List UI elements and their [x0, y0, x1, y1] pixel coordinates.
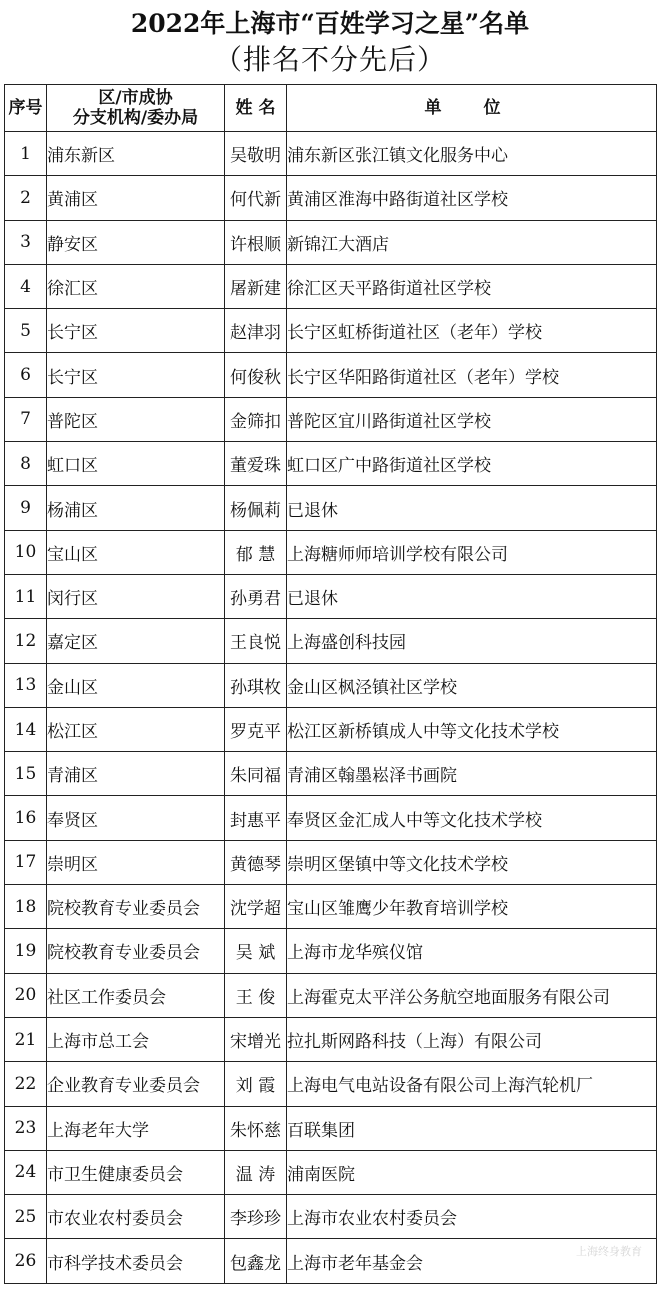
row-unit: 奉贤区金汇成人中等文化技术学校 [287, 796, 657, 840]
row-number: 14 [5, 707, 47, 751]
row-district: 普陀区 [47, 397, 225, 441]
row-number: 26 [5, 1239, 47, 1283]
row-name: 朱怀慈 [225, 1106, 287, 1150]
row-number: 13 [5, 663, 47, 707]
row-name: 温 涛 [225, 1150, 287, 1194]
row-name: 朱同福 [225, 752, 287, 796]
page-subtitle: （排名不分先后） [213, 43, 446, 76]
row-unit: 松江区新桥镇成人中等文化技术学校 [287, 707, 657, 751]
table-header-row [5, 85, 657, 132]
row-name: 李珍珍 [225, 1195, 287, 1239]
row-unit: 青浦区翰墨崧泽书画院 [287, 752, 657, 796]
table-row [5, 530, 657, 574]
row-number: 11 [5, 574, 47, 618]
row-unit: 已退休 [287, 486, 657, 530]
row-name: 赵津羽 [225, 309, 287, 353]
row-number: 21 [5, 1017, 47, 1061]
row-district: 上海市总工会 [47, 1017, 225, 1061]
row-unit: 上海糖师师培训学校有限公司 [287, 530, 657, 574]
table-row [5, 796, 657, 840]
row-unit: 上海电气电站设备有限公司上海汽轮机厂 [287, 1062, 657, 1106]
row-name: 刘 霞 [225, 1062, 287, 1106]
row-unit: 百联集团 [287, 1106, 657, 1150]
row-number: 1 [5, 132, 47, 176]
row-number: 3 [5, 220, 47, 264]
row-name: 王良悦 [225, 619, 287, 663]
table-row [5, 353, 657, 397]
row-unit: 已退休 [287, 574, 657, 618]
row-unit: 上海市老年基金会 [287, 1239, 657, 1283]
table-row [5, 752, 657, 796]
row-district: 市卫生健康委员会 [47, 1150, 225, 1194]
table-row [5, 929, 657, 973]
header-no: 序号 [5, 85, 47, 132]
row-district: 市农业农村委员会 [47, 1195, 225, 1239]
header-unit [287, 85, 657, 132]
header-district [47, 85, 225, 132]
row-number: 16 [5, 796, 47, 840]
row-district: 企业教育专业委员会 [47, 1062, 225, 1106]
row-name: 王 俊 [225, 973, 287, 1017]
row-name: 许根顺 [225, 220, 287, 264]
row-unit: 新锦江大酒店 [287, 220, 657, 264]
table-row [5, 486, 657, 530]
row-number: 9 [5, 486, 47, 530]
row-name: 金筛扣 [225, 397, 287, 441]
table-row [5, 1017, 657, 1061]
row-number: 7 [5, 397, 47, 441]
row-unit: 徐汇区天平路街道社区学校 [287, 264, 657, 308]
row-name: 屠新建 [225, 264, 287, 308]
table-row [5, 309, 657, 353]
watermark: 上海终身教育 [576, 1245, 642, 1258]
table-row [5, 1195, 657, 1239]
row-unit: 金山区枫泾镇社区学校 [287, 663, 657, 707]
row-number: 24 [5, 1150, 47, 1194]
row-district: 浦东新区 [47, 132, 225, 176]
row-name: 黄德琴 [225, 840, 287, 884]
row-district: 市科学技术委员会 [47, 1239, 225, 1283]
row-unit: 上海市龙华殡仪馆 [287, 929, 657, 973]
row-district: 崇明区 [47, 840, 225, 884]
row-number: 20 [5, 973, 47, 1017]
row-district: 奉贤区 [47, 796, 225, 840]
table-row [5, 574, 657, 618]
row-district: 徐汇区 [47, 264, 225, 308]
row-name: 孙勇君 [225, 574, 287, 618]
row-district: 杨浦区 [47, 486, 225, 530]
header-name: 姓 名 [225, 85, 287, 132]
row-unit: 宝山区雏鹰少年教育培训学校 [287, 885, 657, 929]
header-unit-label: 单 位 [424, 98, 519, 118]
row-unit: 长宁区虹桥街道社区（老年）学校 [287, 309, 657, 353]
table-body [5, 132, 657, 1284]
row-district: 长宁区 [47, 309, 225, 353]
table-row [5, 1239, 657, 1283]
table-row [5, 397, 657, 441]
table-row [5, 619, 657, 663]
row-name: 杨佩莉 [225, 486, 287, 530]
row-number: 19 [5, 929, 47, 973]
table-row [5, 663, 657, 707]
row-number: 23 [5, 1106, 47, 1150]
row-name: 沈学超 [225, 885, 287, 929]
row-district: 宝山区 [47, 530, 225, 574]
table-row [5, 220, 657, 264]
row-unit: 拉扎斯网路科技（上海）有限公司 [287, 1017, 657, 1061]
row-number: 6 [5, 353, 47, 397]
row-name: 郁 慧 [225, 530, 287, 574]
row-number: 4 [5, 264, 47, 308]
row-district: 院校教育专业委员会 [47, 929, 225, 973]
row-unit: 虹口区广中路街道社区学校 [287, 442, 657, 486]
table-row [5, 1106, 657, 1150]
row-name: 包鑫龙 [225, 1239, 287, 1283]
row-unit: 上海市农业农村委员会 [287, 1195, 657, 1239]
table-row [5, 707, 657, 751]
row-district: 闵行区 [47, 574, 225, 618]
row-number: 25 [5, 1195, 47, 1239]
row-district: 青浦区 [47, 752, 225, 796]
row-number: 12 [5, 619, 47, 663]
row-name: 罗克平 [225, 707, 287, 751]
row-name: 封惠平 [225, 796, 287, 840]
row-unit: 长宁区华阳路街道社区（老年）学校 [287, 353, 657, 397]
header-district-line1: 区/市成协 [98, 88, 173, 108]
table-row [5, 264, 657, 308]
row-name: 何代新 [225, 176, 287, 220]
honor-roster-table [4, 84, 657, 1284]
row-unit: 浦南医院 [287, 1150, 657, 1194]
row-district: 长宁区 [47, 353, 225, 397]
row-number: 8 [5, 442, 47, 486]
row-name: 孙琪枚 [225, 663, 287, 707]
row-unit: 黄浦区淮海中路街道社区学校 [287, 176, 657, 220]
row-district: 虹口区 [47, 442, 225, 486]
row-unit: 普陀区宜川路街道社区学校 [287, 397, 657, 441]
row-number: 5 [5, 309, 47, 353]
row-name: 何俊秋 [225, 353, 287, 397]
row-district: 静安区 [47, 220, 225, 264]
row-name: 宋增光 [225, 1017, 287, 1061]
row-unit: 浦东新区张江镇文化服务中心 [287, 132, 657, 176]
table-row [5, 973, 657, 1017]
row-district: 社区工作委员会 [47, 973, 225, 1017]
row-number: 17 [5, 840, 47, 884]
row-number: 22 [5, 1062, 47, 1106]
row-unit: 崇明区堡镇中等文化技术学校 [287, 840, 657, 884]
table-row [5, 840, 657, 884]
row-name: 董爱珠 [225, 442, 287, 486]
table-row [5, 885, 657, 929]
row-district: 院校教育专业委员会 [47, 885, 225, 929]
row-unit: 上海盛创科技园 [287, 619, 657, 663]
header-district-line2: 分支机构/委办局 [72, 108, 199, 128]
row-district: 金山区 [47, 663, 225, 707]
row-district: 黄浦区 [47, 176, 225, 220]
row-number: 10 [5, 530, 47, 574]
table-row [5, 1062, 657, 1106]
table-row [5, 132, 657, 176]
table-row [5, 1150, 657, 1194]
table-row [5, 176, 657, 220]
row-district: 上海老年大学 [47, 1106, 225, 1150]
row-number: 18 [5, 885, 47, 929]
row-unit: 上海霍克太平洋公务航空地面服务有限公司 [287, 973, 657, 1017]
row-district: 嘉定区 [47, 619, 225, 663]
row-number: 15 [5, 752, 47, 796]
row-district: 松江区 [47, 707, 225, 751]
row-number: 2 [5, 176, 47, 220]
table-row [5, 442, 657, 486]
row-name: 吴 斌 [225, 929, 287, 973]
page-title: 2022年上海市“百姓学习之星”名单 [130, 9, 530, 38]
row-name: 吴敬明 [225, 132, 287, 176]
